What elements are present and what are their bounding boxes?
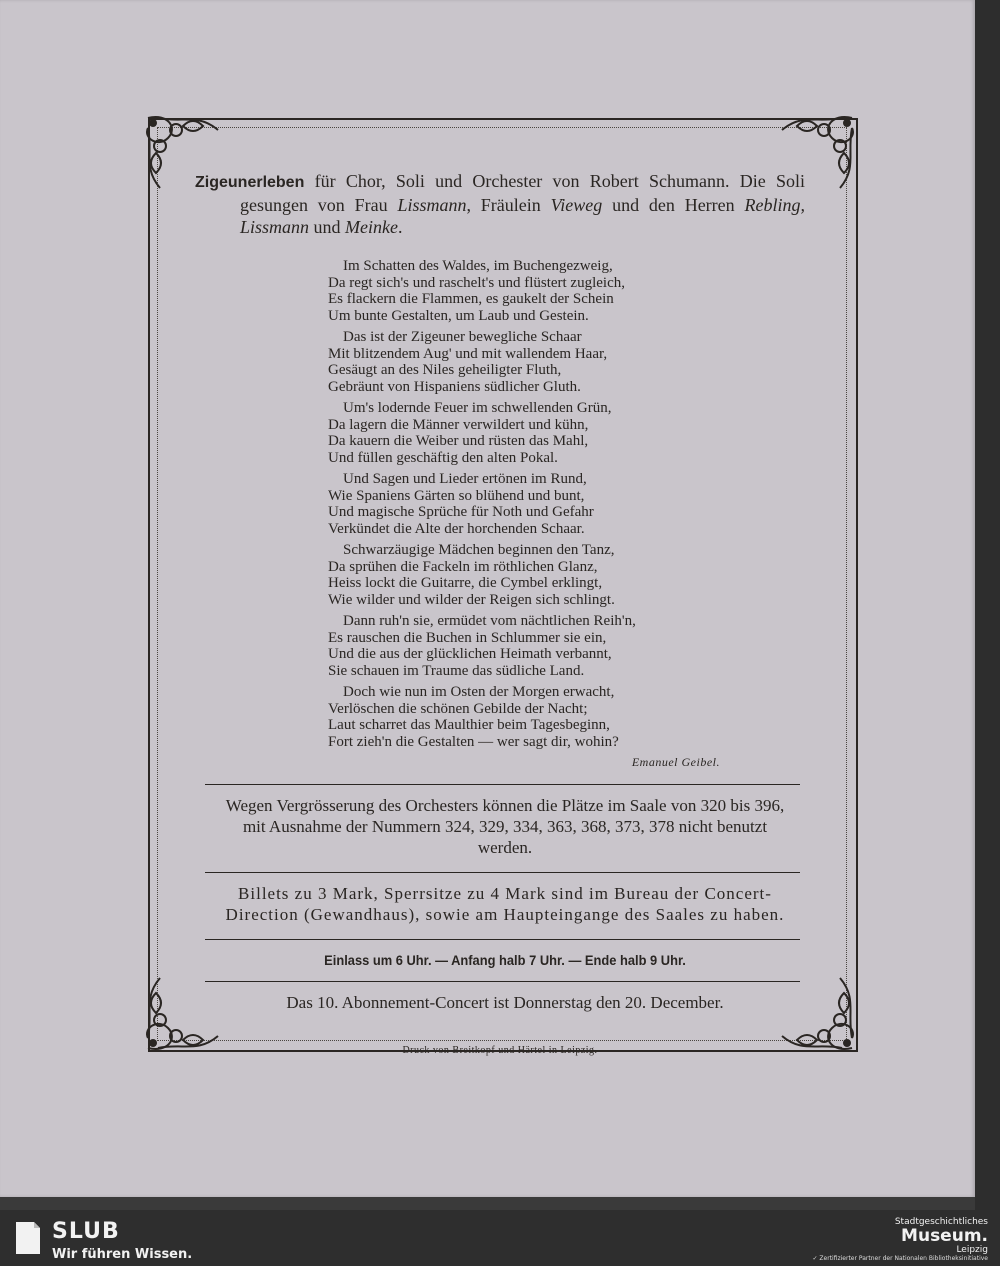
singer-name: Meinke [345,217,398,237]
poem-line: Dann ruh'n sie, ermüdet vom nächtlichen Reih'n, [343,613,636,629]
poem-line: Und füllen geschäftig den alten Pokal. [328,449,558,466]
museum-partner: ✓ Zertifizierter Partner der Nationalen Bibliotheksinitiative [812,1255,988,1262]
next-concert-notice: Das 10. Abonnement-Concert ist Donnerstag den 20. December. [286,993,724,1012]
museum-super: Stadtgeschichtliches [894,1217,988,1227]
scan-background [975,0,1000,1210]
singer-name: Rebling, Lissmann [240,195,805,237]
poem-line: Da sprühen die Fackeln im röthlichen Glanz, [328,558,598,575]
poem-stanza [328,258,805,324]
singer-name: Lissmann [397,195,467,215]
intro-text: . [398,217,403,237]
poem-line: Verkündet die Alte der horchenden Schaar. [328,520,585,537]
poem-line: Mit blitzendem Aug' und mit wallendem Haar, [328,345,608,362]
poem-line: Das ist der Zigeuner bewegliche Schaar [343,329,582,345]
poem-line: Um bunte Gestalten, um Laub und Gestein. [328,307,589,324]
work-description [195,170,805,238]
poem-line: Da lagern die Männer verwildert und kühn, [328,416,589,433]
digitization-footer [0,1210,1000,1266]
slub-tagline: Wir führen Wissen. [52,1247,193,1262]
intro-text: und [309,217,346,237]
intro-text: und den Herren [602,195,745,215]
poem-line: Doch wie nun im Osten der Morgen erwacht, [343,684,615,700]
poem-line: Fort zieh'n die Gestalten — wer sagt dir, wohin? [328,733,619,750]
poem-line: Sie schauen im Traume das südliche Land. [328,662,585,679]
poem [328,258,805,750]
poem-line: Gebräunt von Hispaniens südlicher Gluth. [328,378,581,395]
intro-text: , Fräulein [466,195,551,215]
poem-line: Gesäugt an des Niles geheiligter Fluth, [328,362,562,378]
museum-name: Museum. [901,1226,988,1246]
printer-imprint: Druck von Breitkopf und Härtel in Leipzig. [402,1045,598,1056]
poem-stanza [328,329,805,395]
poem-stanza [328,542,805,608]
divider [205,939,800,940]
museum-city: Leipzig [956,1245,988,1255]
poem-line: Wie wilder und wilder der Reigen sich schlingt. [328,591,615,608]
seats-notice: Wegen Vergrösserung des Orchesters können die Plätze im Saale von 320 bis 396, mit Ausnahme der Nummern 324, 329, 334, 363, 368, 373, 378 nicht benutzt werden. [225,796,785,857]
poem-stanza [328,471,805,537]
poem-line: Verlöschen die schönen Gebilde der Nacht; [328,700,588,717]
poem-line: Und die aus der glücklichen Heimath verbannt, [328,646,612,662]
tickets-notice: Billets zu 3 Mark, Sperrsitze zu 4 Mark sind im Bureau der Concert-Direction (Gewandhaus), sowie am Haupteingange des Saales zu haben. [225,884,785,924]
work-title: Zigeunerleben [195,174,305,191]
poem-line: Es rauschen die Buchen in Schlummer sie ein, [328,629,607,646]
poem-line: Laut scharret das Maulthier beim Tagesbeginn, [328,717,610,733]
poem-stanza [328,613,805,679]
museum-logo[interactable] [788,1217,988,1262]
poem-line: Und magische Sprüche für Noth und Gefahr [328,504,594,520]
poem-line: Wie Spaniens Gärten so blühend und bunt, [328,487,585,504]
poem-line: Heiss lockt die Guitarre, die Cymbel erklingt, [328,575,603,591]
poem-stanza [328,684,805,750]
times-notice: Einlass um 6 Uhr. — Anfang halb 7 Uhr. — Ende halb 9 Uhr. [324,952,686,968]
poem-line: Schwarzäugige Mädchen beginnen den Tanz, [343,542,615,558]
poem-stanza [328,400,805,466]
program-content [195,170,805,1013]
singer-name: Vieweg [550,195,603,215]
divider [205,872,800,873]
poem-line: Und Sagen und Lieder ertönen im Rund, [343,471,587,487]
poem-line: Im Schatten des Waldes, im Buchengezweig, [343,258,613,274]
divider [205,981,800,982]
poem-line: Da regt sich's und raschelt's und flüstert zugleich, [328,274,625,291]
poem-line: Es flackern die Flammen, es gaukelt der Schein [328,291,614,307]
divider [205,784,800,785]
intro-text: für Chor, Soli und Orchester von Robert Schumann. Die Soli gesungen von Frau [240,171,805,215]
poem-line: Um's lodernde Feuer im schwellenden Grün, [343,400,612,416]
poem-line: Da kauern die Weiber und rüsten das Mahl, [328,433,589,449]
poem-author: Emanuel Geibel. [631,755,720,769]
slub-name[interactable]: SLUB [52,1219,120,1244]
slub-logo-icon[interactable] [12,1218,44,1258]
